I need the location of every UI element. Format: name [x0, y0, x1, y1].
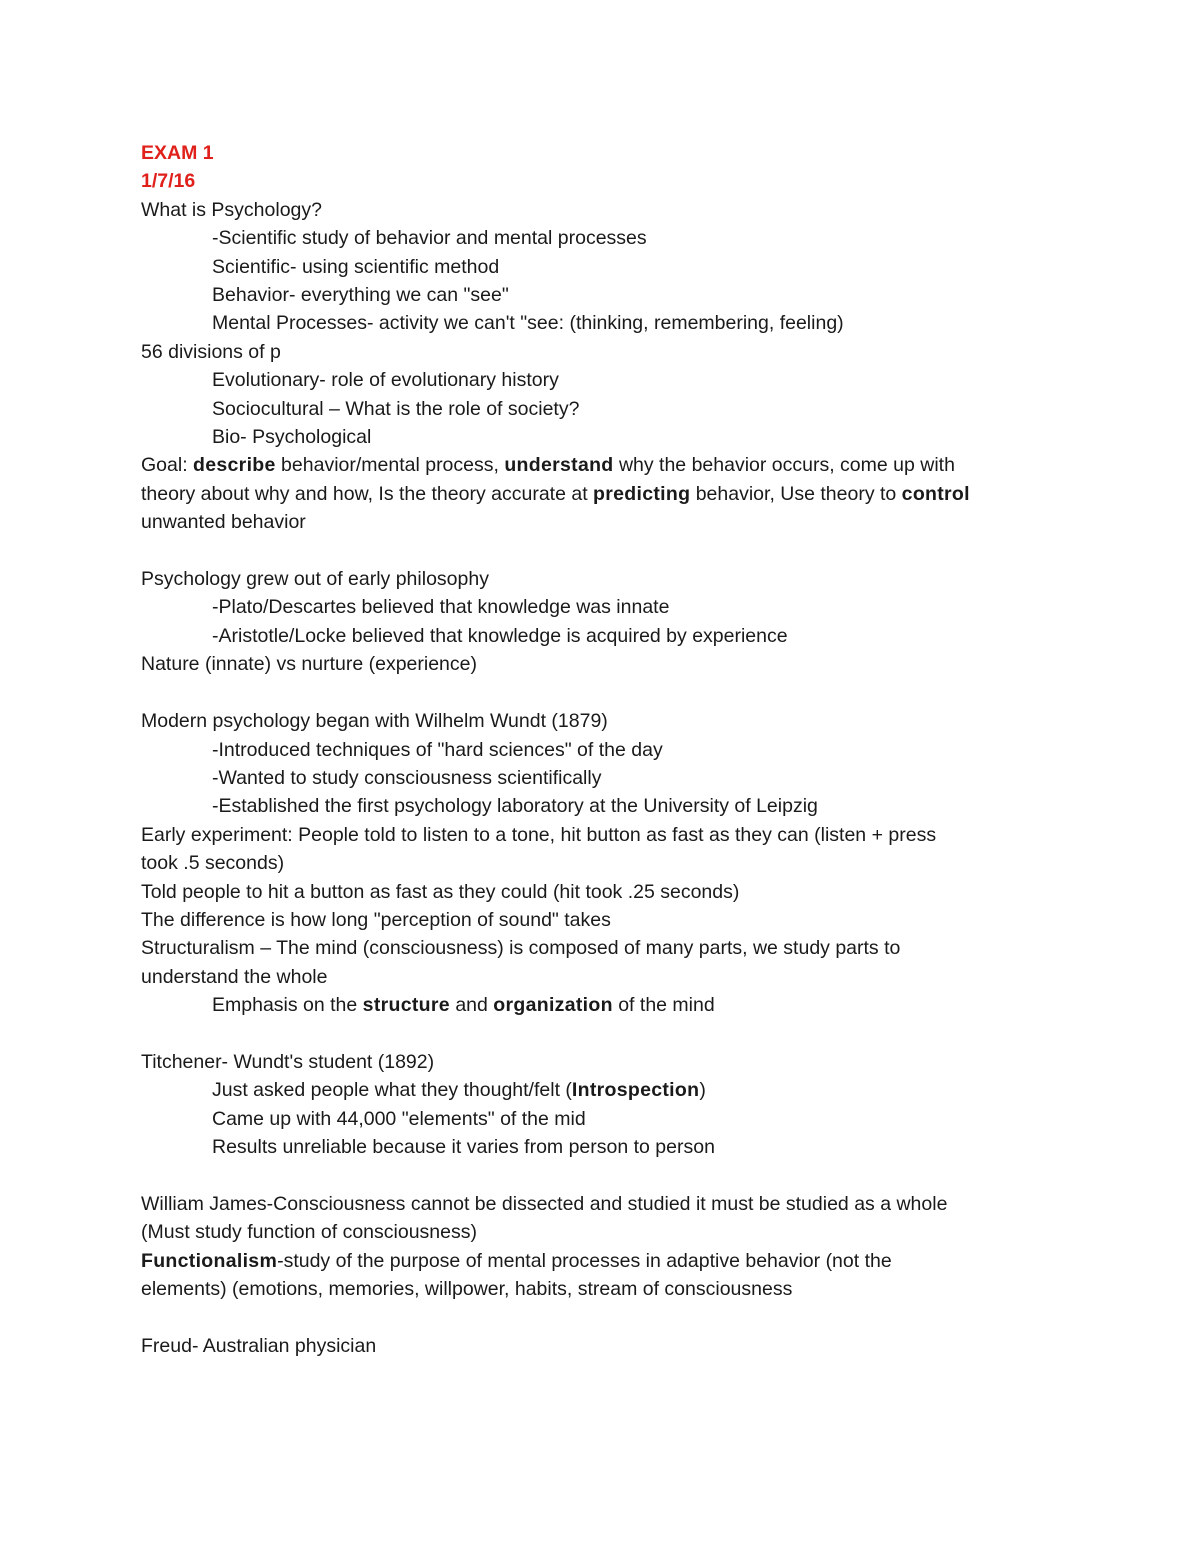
emphasis-bold-organization: organization [493, 994, 613, 1017]
james-line: (Must study function of consciousness) [141, 1221, 477, 1244]
wundt-item: -Wanted to study consciousness scientifically [212, 766, 602, 789]
goal-bold-describe: describe [193, 454, 276, 477]
goal-text: behavior/mental process, [275, 454, 505, 477]
exam-date: 1/7/16 [141, 170, 196, 193]
exam-title: EXAM 1 [141, 142, 214, 164]
goal-bold-understand: understand [504, 454, 614, 477]
goal-line-1 [141, 451, 1071, 479]
goal-text: why the behavior occurs, come up with [613, 454, 955, 477]
division-item: Bio- Psychological [212, 426, 372, 449]
definition-line: Scientific- using scientific method [212, 255, 500, 278]
goal-bold-predicting: predicting [593, 482, 691, 505]
goal-prefix: Goal: [141, 454, 194, 477]
emphasis-line [141, 991, 1071, 1019]
blank-line [141, 1304, 1071, 1332]
functionalism-line [141, 1247, 1071, 1275]
definition-line: Behavior- everything we can "see" [212, 284, 509, 307]
introspection-bold: Introspection [571, 1079, 700, 1102]
goal-bold-control: control [901, 482, 970, 505]
titchener-item [141, 1076, 1071, 1104]
philosophy-intro: Psychology grew out of early philosophy [141, 568, 489, 591]
experiment-line: took .5 seconds) [141, 852, 285, 875]
structuralism-line: Structuralism – The mind (consciousness) is composed of many parts, we study parts to [141, 937, 901, 960]
experiment-line: The difference is how long "perception of sound" takes [141, 908, 611, 931]
wundt-item: -Introduced techniques of "hard sciences" of the day [212, 738, 663, 761]
goal-text: behavior, Use theory to [690, 482, 902, 505]
experiment-line: Early experiment: People told to listen to a tone, hit button as fast as they can (listen + press [141, 823, 937, 846]
titchener-item: Results unreliable because it varies from person to person [212, 1136, 715, 1159]
blank-line [141, 679, 1071, 707]
titchener-text: Just asked people what they thought/felt ( [212, 1079, 572, 1102]
division-item: Sociocultural – What is the role of society? [212, 397, 580, 420]
structuralism-line: understand the whole [141, 965, 328, 988]
blank-line [141, 1020, 1071, 1048]
goal-text: theory about why and how, Is the theory accurate at [141, 482, 594, 505]
philosophy-item: -Plato/Descartes believed that knowledge was innate [212, 596, 670, 619]
question-what-is-psychology: What is Psychology? [141, 198, 322, 221]
goal-line-2 [141, 480, 1071, 508]
titchener-intro: Titchener- Wundt's student (1892) [141, 1050, 435, 1073]
wundt-intro: Modern psychology began with Wilhelm Wundt (1879) [141, 710, 608, 733]
blank-line [141, 1162, 1071, 1190]
wundt-item: -Established the first psychology laboratory at the University of Leipzig [212, 795, 818, 818]
functionalism-text: -study of the purpose of mental processes in adaptive behavior (not the [277, 1249, 892, 1272]
titchener-text: ) [699, 1079, 706, 1102]
document-page [141, 139, 1071, 1360]
division-item: Evolutionary- role of evolutionary history [212, 369, 559, 392]
experiment-line: Told people to hit a button as fast as they could (hit took .25 seconds) [141, 880, 740, 903]
functionalism-line: elements) (emotions, memories, willpower, habits, stream of consciousness [141, 1278, 793, 1301]
emphasis-text: Emphasis on the [212, 994, 363, 1017]
titchener-item: Came up with 44,000 "elements" of the mid [212, 1107, 586, 1130]
emphasis-text: of the mind [612, 994, 715, 1017]
definition-line: -Scientific study of behavior and mental processes [212, 227, 647, 250]
goal-line-3: unwanted behavior [141, 511, 306, 534]
nature-vs-nurture: Nature (innate) vs nurture (experience) [141, 653, 477, 676]
emphasis-bold-structure: structure [362, 994, 450, 1017]
definition-line: Mental Processes- activity we can't "see: (thinking, remembering, feeling) [212, 312, 844, 335]
functionalism-bold: Functionalism [141, 1249, 278, 1272]
divisions-heading: 56 divisions of p [141, 340, 281, 363]
freud-line: Freud- Australian physician [141, 1334, 377, 1357]
emphasis-text: and [449, 994, 494, 1017]
philosophy-item: -Aristotle/Locke believed that knowledge is acquired by experience [212, 624, 788, 647]
blank-line [141, 537, 1071, 565]
james-line: William James-Consciousness cannot be dissected and studied it must be studied as a whole [141, 1192, 948, 1215]
